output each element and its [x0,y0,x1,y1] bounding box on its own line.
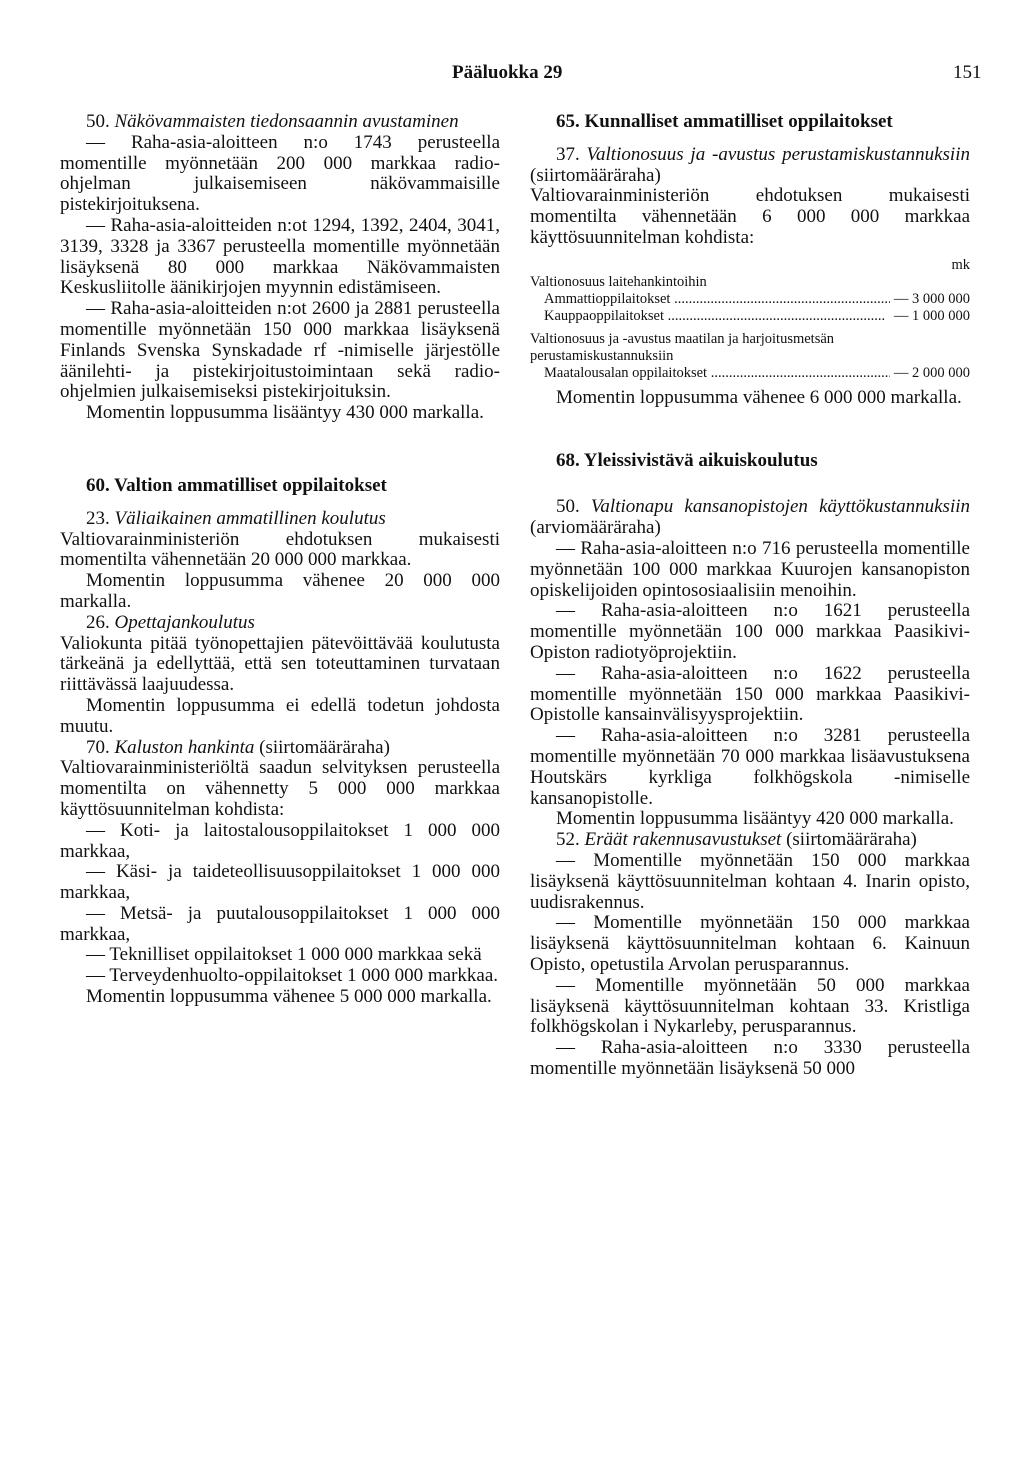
item-title: Opettajankoulutus [114,611,255,633]
item-title: Väliaikainen ammatillinen koulutus [114,507,386,529]
paragraph: Momentin loppusumma vähenee 6 000 000 markalla. [556,386,962,408]
section-heading-68: 68. Yleissivistävä aikuiskoulutus [556,449,818,471]
item-37-heading [530,145,970,187]
paragraph: — Raha-asia-aloitteen n:o 716 perusteella momentille myönnetään 100 000 markkaa Kuurojen kansanopiston opiskelijoiden opintososiaalisiin menoihin. [530,537,970,601]
paragraph: Momentin loppusumma vähenee 20 000 000 markalla. [60,570,500,612]
paragraph: — Raha-asia-aloitteen n:o 1743 perusteella momentille myönnetään 200 000 markkaa radio-ohjelman julkaisemiseen näkövammaisille pistekirjoituksena. [60,131,500,216]
paragraph: — Momentille myönnetään 150 000 markkaa lisäyksenä käyttösuunnitelman kohtaan 4. Inarin opisto, uudisrakennus. [530,849,970,913]
table-row-label: Kauppaoppilaitokset ..... [544,308,890,325]
item-title: Valtionosuus ja -avustus perustamiskustannuksiin [586,143,970,165]
item-number: 26. [86,611,110,633]
item-52-heading [530,830,970,851]
table-row [530,365,970,382]
item-70-heading [60,738,500,759]
table-row-value: — 1 000 000 [893,307,970,324]
paragraph: Valtiovarainministeriön ehdotuksen mukaisesti momentilta vähennetään 20 000 000 markkaa. [60,528,500,571]
paragraph: — Raha-asia-aloitteen n:o 1622 perusteella momentille myönnetään 150 000 markkaa Paasikivi-Opistolle kansainvälisyysprojektiin. [530,662,970,726]
paragraph: Valtiovarainministeriön ehdotuksen mukaisesti momentilta vähennetään 6 000 000 markkaa käyttösuunnitelman kohdista: [530,185,970,248]
item-26-heading [60,613,500,634]
paragraph: Momentin loppusumma lisääntyy 430 000 markalla. [86,402,484,424]
item-number: 52. [556,829,580,851]
item-note: (siirtomääräraha) [530,164,661,186]
paragraph: — Raha-asia-aloitteen n:o 1621 perusteella momentille myönnetään 100 000 markkaa Paasikivi-Opiston radiotyöprojektiin. [530,600,970,663]
table-row-value: — 3 000 000 [893,290,970,307]
item-note: (siirtomääräraha) [786,829,917,851]
paragraph: — Raha-asia-aloitteiden n:ot 1294, 1392, 2404, 3041, 3139, 3328 ja 3367 perusteella momentille myönnetään lisäyksenä 80 000 markkaa Näkövammaisten Keskusliitolle äänikirjojen myynnin edistämiseen. [60,214,500,299]
item-title: Valtionapu kansanopistojen käyttökustannuksiin [590,496,970,518]
list-item: — Käsi- ja taideteollisuusoppilaitokset 1 000 000 markkaa, [60,861,500,904]
item-note: (siirtomääräraha) [259,736,390,758]
paragraph: — Momentille myönnetään 150 000 markkaa lisäyksenä käyttösuunnitelman kohtaan 6. Kainuun Opisto, opetustila Arvolan perusparannus. [530,912,970,975]
paragraph: — Momentille myönnetään 50 000 markkaa lisäyksenä käyttösuunnitelman kohtaan 33. Kristliga folkhögskolan i Nykarleby, perusparannus. [530,974,970,1038]
paragraph: Valiokunta pitää työnopettajien pätevöittävää koulutusta tärkeänä ja edellyttää, että sen toteuttaminen turvataan riittävässä laajuudessa. [60,632,500,696]
item-50-heading [60,112,500,133]
table-row [530,308,970,325]
paragraph: Valtiovarainministeriöltä saadun selvityksen perusteella momentilta on vähennetty 5 000 000 markkaa käyttösuunnitelman kohdista: [60,757,500,820]
paragraph: — Raha-asia-aloitteen n:o 3281 perusteella momentille myönnetään 70 000 markkaa lisäavustuksena Houtskärs kyrkliga folkhögskola -nimiselle kansanopistolle. [530,725,970,809]
table-row-value: — 2 000 000 [893,364,970,381]
item-number: 50. [86,111,110,132]
table-group-label: Valtionosuus ja -avustus maatilan ja harjoitusmetsän perustamiskustannuksiin [530,330,835,364]
section-heading-60: 60. Valtion ammatilliset oppilaitokset [86,474,387,496]
right-column [530,112,970,1080]
section-heading-65: 65. Kunnalliset ammatilliset oppilaitokset [556,111,893,132]
list-item: — Koti- ja laitostalousoppilaitokset 1 000 000 markkaa, [60,819,500,862]
list-item: — Terveydenhuolto-oppilaitokset 1 000 000 markkaa. [86,965,499,987]
item-50-heading [530,497,970,539]
item-number: 70. [86,736,110,758]
table-group-label: Valtionosuus laitehankintoihin [530,273,707,290]
item-title: Näkövammaisten tiedonsaannin avustaminen [114,111,459,132]
paragraph: — Raha-asia-aloitteiden n:ot 2600 ja 2881 perusteella momentille myönnetään 150 000 markkaa lisäyksenä Finlands Svenska Synskadade rf -nimiselle järjestölle äänilehti- ja pistekirjoitustoimintaan sekä radio-ohjelmien julkaisemiseksi pistekirjoituksin. [60,298,500,403]
table-row [530,291,970,308]
paragraph: Momentin loppusumma vähenee 5 000 000 markalla. [86,986,492,1008]
paragraph: — Raha-asia-aloitteen n:o 3330 perusteella momentille myönnetään lisäyksenä 50 000 [530,1037,970,1079]
item-number: 23. [86,507,110,529]
allocation-table [530,257,970,382]
item-note: (arviomääräraha) [530,517,661,539]
item-23-heading [60,509,500,530]
table-unit: mk [951,256,970,273]
table-row-label: Ammattioppilaitokset ..... [544,291,890,308]
list-item: — Teknilliset oppilaitokset 1 000 000 markkaa sekä [86,944,482,966]
page-number: 151 [953,62,982,83]
item-number: 37. [556,143,580,165]
list-item: — Metsä- ja puutalousoppilaitokset 1 000 000 markkaa, [60,902,500,945]
item-number: 50. [556,496,580,518]
item-title: Kaluston hankinta [114,736,255,758]
paragraph: Momentin loppusumma lisääntyy 420 000 markalla. [556,808,954,830]
running-header: Pääluokka 29 [452,62,563,83]
item-title: Eräät rakennusavustukset [584,829,782,851]
left-column [60,112,500,1008]
paragraph: Momentin loppusumma ei edellä todetun johdosta muutu. [60,694,500,737]
table-row-label: Maatalousalan oppilaitokset ..... [544,365,890,382]
